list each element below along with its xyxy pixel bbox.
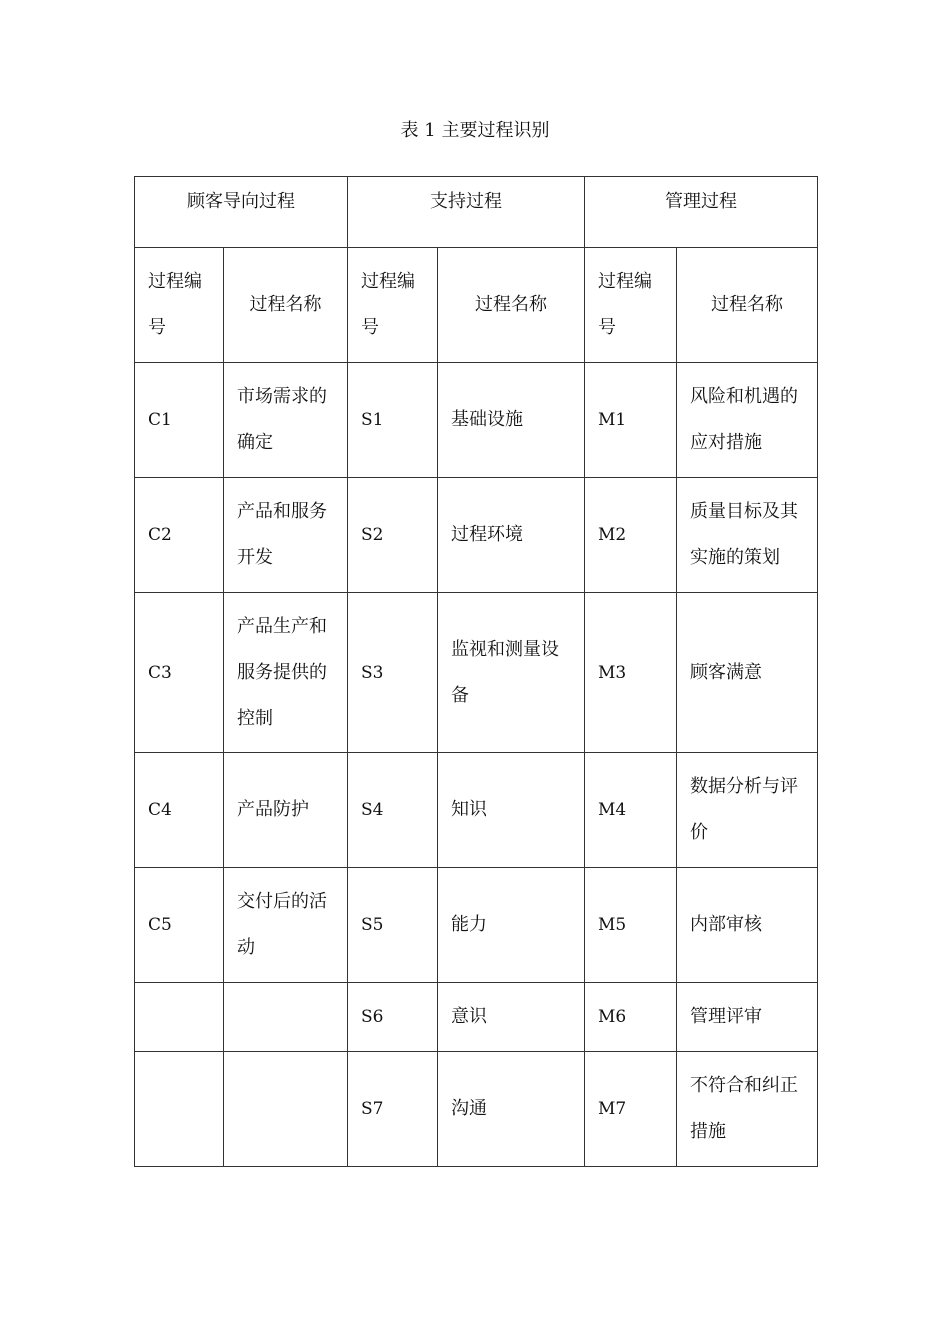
header-code-customer: 过程编号 [135, 248, 224, 363]
cell-m-code: M4 [585, 753, 677, 868]
cell-s-code: S6 [348, 983, 438, 1052]
table-row [135, 983, 818, 1052]
cell-s-code: S3 [348, 593, 438, 753]
header-code-management: 过程编号 [585, 248, 677, 363]
cell-m-code: M5 [585, 868, 677, 983]
cell-m-code: M2 [585, 478, 677, 593]
cell-s-code: S2 [348, 478, 438, 593]
cell-m-code: M6 [585, 983, 677, 1052]
cell-s-name: 沟通 [438, 1052, 585, 1167]
table-caption: 表 1 主要过程识别 [400, 120, 550, 141]
group-support: 支持过程 [348, 177, 585, 248]
cell-c-code: C3 [135, 593, 224, 753]
cell-m-name: 顾客满意 [677, 593, 818, 753]
cell-c-code: C4 [135, 753, 224, 868]
cell-m-name: 风险和机遇的应对措施 [677, 363, 818, 478]
cell-m-name: 不符合和纠正措施 [677, 1052, 818, 1167]
cell-c-name [224, 1052, 348, 1167]
cell-c-code [135, 1052, 224, 1167]
group-customer-oriented: 顾客导向过程 [135, 177, 348, 248]
table-row [135, 868, 818, 983]
cell-c-name: 市场需求的确定 [224, 363, 348, 478]
cell-c-name: 产品和服务开发 [224, 478, 348, 593]
group-management: 管理过程 [585, 177, 818, 248]
header-code-support: 过程编号 [348, 248, 438, 363]
header-name-management: 过程名称 [677, 248, 818, 363]
cell-s-name: 知识 [438, 753, 585, 868]
cell-c-code: C5 [135, 868, 224, 983]
cell-s-name: 过程环境 [438, 478, 585, 593]
cell-m-code: M3 [585, 593, 677, 753]
cell-m-name: 内部审核 [677, 868, 818, 983]
cell-s-name: 监视和测量设备 [438, 593, 585, 753]
cell-c-name [224, 983, 348, 1052]
header-name-customer: 过程名称 [224, 248, 348, 363]
cell-s-code: S4 [348, 753, 438, 868]
table-row [135, 478, 818, 593]
cell-s-name: 能力 [438, 868, 585, 983]
cell-c-name: 产品生产和服务提供的控制 [224, 593, 348, 753]
cell-m-name: 质量目标及其实施的策划 [677, 478, 818, 593]
table-row [135, 363, 818, 478]
cell-s-code: S5 [348, 868, 438, 983]
table-row [135, 593, 818, 753]
process-identification-table [134, 176, 818, 1167]
cell-c-name: 产品防护 [224, 753, 348, 868]
header-name-support: 过程名称 [438, 248, 585, 363]
cell-c-code: C1 [135, 363, 224, 478]
cell-m-code: M7 [585, 1052, 677, 1167]
cell-s-code: S7 [348, 1052, 438, 1167]
cell-m-name: 管理评审 [677, 983, 818, 1052]
table-row [135, 1052, 818, 1167]
sub-header-row [135, 248, 818, 363]
cell-s-name: 意识 [438, 983, 585, 1052]
cell-m-code: M1 [585, 363, 677, 478]
cell-s-code: S1 [348, 363, 438, 478]
cell-m-name: 数据分析与评价 [677, 753, 818, 868]
table-row [135, 753, 818, 868]
group-header-row [135, 177, 818, 248]
cell-c-code: C2 [135, 478, 224, 593]
cell-c-code [135, 983, 224, 1052]
cell-c-name: 交付后的活动 [224, 868, 348, 983]
cell-s-name: 基础设施 [438, 363, 585, 478]
